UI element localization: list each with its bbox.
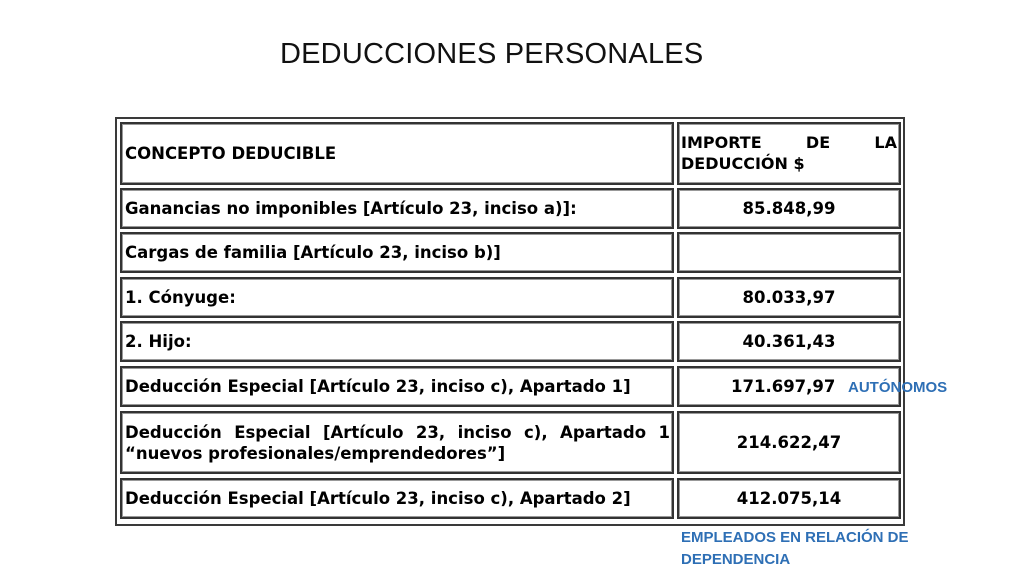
concept-word: Especial xyxy=(234,422,311,442)
header-amount-word: LA xyxy=(874,133,897,152)
table-row-concept xyxy=(120,232,674,273)
header-amount-line2: DEDUCCIÓN $ xyxy=(681,154,805,173)
table-row-concept xyxy=(120,321,674,362)
amount-text: 412.075,14 xyxy=(736,488,842,508)
amount-text: 40.361,43 xyxy=(742,331,836,351)
table-row-concept xyxy=(120,478,674,519)
concept-two-line xyxy=(125,422,672,464)
header-concept-label: CONCEPTO DEDUCIBLE xyxy=(125,143,337,163)
autonomos-annotation: AUTÓNOMOS xyxy=(848,379,948,396)
header-concept-cell xyxy=(120,122,674,185)
table-row-amount xyxy=(677,478,901,519)
amount-text: 171.697,97 xyxy=(731,376,836,396)
concept-word: 23, xyxy=(415,422,446,442)
concept-word: [Artículo xyxy=(322,422,404,442)
concept-text: Deducción Especial [Artículo 23, inciso c), Apartado 2] xyxy=(125,488,631,508)
amount-text: 214.622,47 xyxy=(736,432,842,452)
concept-word: Apartado xyxy=(560,422,647,442)
table-row-concept xyxy=(120,277,674,318)
table-row-concept xyxy=(120,366,674,407)
empleados-line2: DEPENDENCIA xyxy=(681,551,791,568)
concept-text: 1. Cónyuge: xyxy=(125,287,236,307)
concept-text: 2. Hijo: xyxy=(125,331,192,351)
concept-word: inciso xyxy=(457,422,512,442)
table-row-concept xyxy=(120,411,674,474)
table-row-amount xyxy=(677,321,901,362)
header-amount-cell xyxy=(677,122,901,185)
deductions-table xyxy=(115,117,905,526)
table-row-amount xyxy=(677,188,901,229)
amount-text: 85.848,99 xyxy=(742,198,836,218)
header-amount-word: IMPORTE xyxy=(681,133,762,152)
empleados-line1: EMPLEADOS EN RELACIÓN DE xyxy=(681,529,909,546)
concept-word: c), xyxy=(524,422,548,442)
concept-line1 xyxy=(125,422,670,443)
table-row-amount xyxy=(677,277,901,318)
concept-line2: “nuevos profesionales/emprendedores”] xyxy=(125,443,506,463)
header-amount-line1 xyxy=(681,132,897,153)
concept-text: Deducción Especial [Artículo 23, inciso c), Apartado 1] xyxy=(125,376,631,396)
page-title: DEDUCCIONES PERSONALES xyxy=(280,38,704,70)
table-row-amount xyxy=(677,411,901,474)
concept-text: Ganancias no imponibles [Artículo 23, inciso a)]: xyxy=(125,198,577,218)
concept-word: 1 xyxy=(658,422,670,442)
empleados-annotation xyxy=(681,527,909,571)
concept-text: Cargas de familia [Artículo 23, inciso b)] xyxy=(125,242,501,262)
header-amount-word: DE xyxy=(805,133,831,152)
concept-word: Deducción xyxy=(125,422,222,442)
table-row-amount xyxy=(677,232,901,273)
table-row-concept xyxy=(120,188,674,229)
amount-text: 80.033,97 xyxy=(742,287,836,307)
